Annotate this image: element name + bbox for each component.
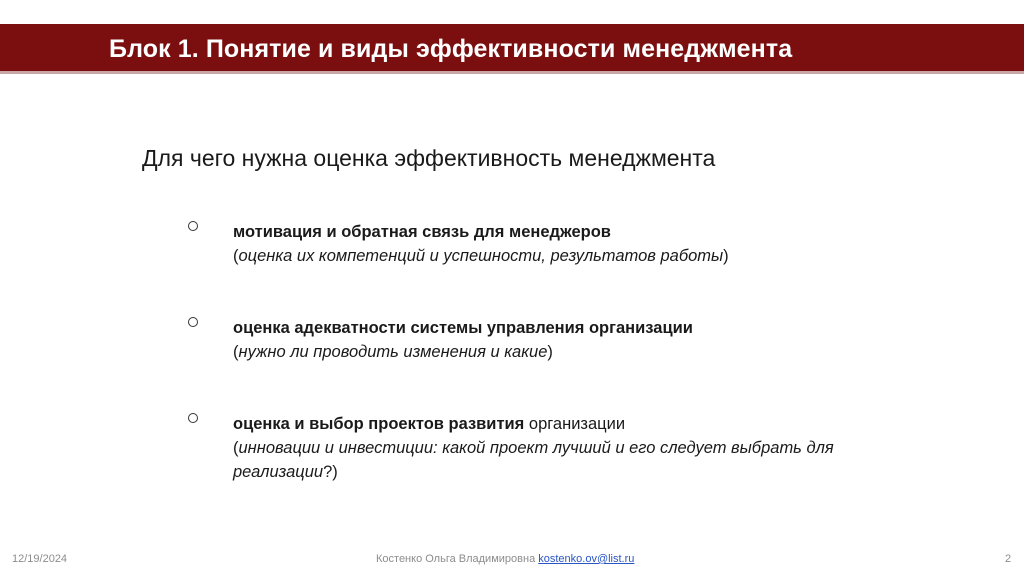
bullet-note-close: ) [723,247,729,265]
bullet-heading: мотивация и обратная связь для менеджеров [233,223,611,241]
bullet-text [233,412,873,484]
slide-subtitle: Для чего нужна оценка эффективность менеджмента [142,145,716,171]
bullet-heading: оценка адекватности системы управления организации [233,319,693,337]
footer-date: 12/19/2024 [12,553,68,565]
bullet-note-open: ( [233,439,239,457]
circle-bullet-icon [188,221,198,231]
title-bar [0,24,1024,74]
bullet-heading-rest: организации [524,415,626,433]
bullet-note: нужно ли проводить изменения и какие [238,343,548,361]
circle-bullet-icon [188,413,198,423]
bullet-note-close: ) [547,343,553,361]
slide-title: Блок 1. Понятие и виды эффективности менеджмента [109,35,793,63]
bullet-note: оценка их компетенций и успешности, результатов работы [238,247,724,265]
circle-bullet-icon [188,317,198,327]
bullet-text [233,220,873,268]
footer-author-line [376,553,634,565]
bullet-heading: оценка и выбор проектов развития [233,415,525,433]
bullet-note: инновации и инвестиции: какой проект лучший и его следует выбрать для реализации [233,439,834,481]
page-number: 2 [1005,553,1012,565]
footer-email-link[interactable]: kostenko.ov@list.ru [538,553,635,565]
bullet-note-open: ( [233,343,239,361]
bullet-note-open: ( [233,247,239,265]
bullet-note-close: ?) [323,463,338,481]
bullet-text [233,316,873,364]
footer-author: Костенко Ольга Владимировна [376,553,536,565]
